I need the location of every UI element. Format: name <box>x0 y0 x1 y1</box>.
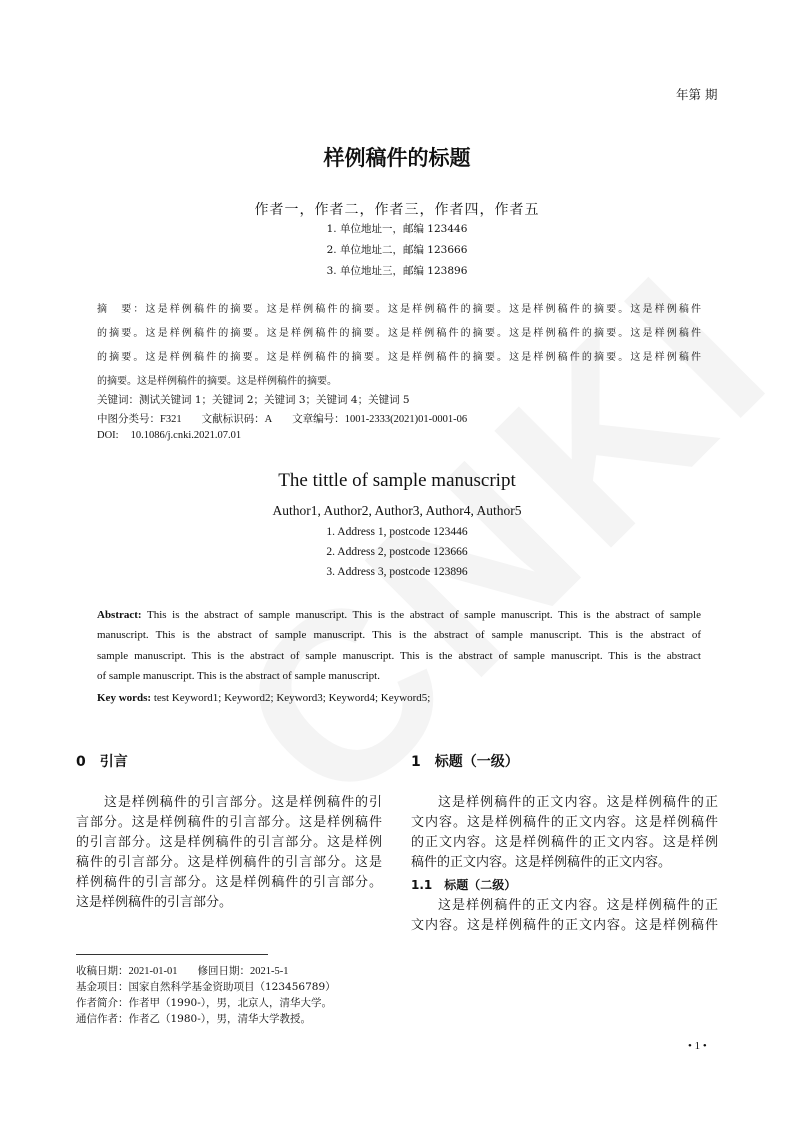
section-heading-intro: 0 引言 <box>76 754 128 770</box>
body-line: 言部分。这是样例稿件的引言部分。这是样例稿件 <box>76 815 382 830</box>
body-line: 这是样例稿件的引言部分。 <box>76 895 233 910</box>
english-affiliation: 2. Address 2, postcode 123666 <box>326 546 468 558</box>
english-keywords: Key words: test Keyword1; Keyword2; Keyword3; Keyword4; Keyword5; <box>97 692 431 704</box>
author-list: 作者一，作者二，作者三，作者四，作者五 <box>254 202 540 218</box>
affiliation: 3. 单位地址三，邮编 123896 <box>326 265 468 277</box>
abstract-label: 摘 要： <box>97 304 146 315</box>
body-line: 稿件的正文内容。这是样例稿件的正文内容。 <box>411 855 672 870</box>
subsection-heading-1-1: 1.1 标题（二级） <box>411 878 517 892</box>
body-line: 文内容。这是样例稿件的正文内容。这是样例稿件 <box>411 918 718 933</box>
issue-header: 年第 期 <box>676 87 718 102</box>
affiliation: 2. 单位地址二，邮编 123666 <box>326 244 468 256</box>
doi-line: DOI: 10.1086/j.cnki.2021.07.01 <box>97 430 242 441</box>
footnote-rule <box>76 954 268 955</box>
body-line: 的正文内容。这是样例稿件的正文内容。这是样例 <box>411 835 718 850</box>
english-abstract-line: sample manuscript. This is the abstract of sample manuscript. This is the abstract of sample manuscript. This is the abstract <box>97 650 701 662</box>
footnote-corresponding: 通信作者：作者乙（1980-），男，清华大学教授。 <box>76 1013 312 1025</box>
footnote-fund: 基金项目：国家自然科学基金资助项目（123456789） <box>76 981 336 993</box>
abstract-line: 的摘要。这是样例稿件的摘要。这是样例稿件的摘要。这是样例稿件的摘要。这是样例稿件的摘要。这是样例稿件 <box>97 352 701 363</box>
body-line: 稿件的引言部分。这是样例稿件的引言部分。这是 <box>76 855 382 870</box>
footnote-dates: 收稿日期：2021-01-01 修回日期：2021-5-1 <box>76 965 289 977</box>
english-title: The tittle of sample manuscript <box>278 470 516 491</box>
english-abstract-line: of sample manuscript. This is the abstract of sample manuscript. <box>97 670 380 682</box>
body-line: 的引言部分。这是样例稿件的引言部分。这是样例 <box>76 835 382 850</box>
english-abstract-label: Abstract: <box>97 609 142 621</box>
abstract-line: 的摘要。这是样例稿件的摘要。这是样例稿件的摘要。 <box>97 376 337 387</box>
english-affiliation: 1. Address 1, postcode 123446 <box>326 526 468 538</box>
body-line: 这是样例稿件的正文内容。这是样例稿件的正 <box>438 795 718 810</box>
english-author-list: Author1, Author2, Author3, Author4, Author5 <box>272 503 522 518</box>
english-abstract-line: manuscript. This is the abstract of sample manuscript. This is the abstract of sample manuscript. This is the abstract of <box>97 629 701 641</box>
body-line: 这是样例稿件的正文内容。这是样例稿件的正 <box>438 898 718 913</box>
english-abstract-line: Abstract: This is the abstract of sample manuscript. This is the abstract of sample manuscript. This is the abstract of sample <box>97 609 701 621</box>
body-line: 文内容。这是样例稿件的正文内容。这是样例稿件 <box>411 815 718 830</box>
section-heading-1: 1 标题（一级） <box>411 754 519 770</box>
affiliation: 1. 单位地址一，邮编 123446 <box>326 223 468 235</box>
abstract-line: 的摘要。这是样例稿件的摘要。这是样例稿件的摘要。这是样例稿件的摘要。这是样例稿件的摘要。这是样例稿件 <box>97 328 701 339</box>
page-number: • 1 • <box>688 1040 707 1052</box>
body-line: 这是样例稿件的引言部分。这是样例稿件的引 <box>104 795 382 810</box>
classification-line: 中图分类号：F321 文献标识码：A 文章编号：1001-2333(2021)01-0001-06 <box>97 413 468 425</box>
footnote-author-bio: 作者简介：作者甲（1990-），男，北京人，清华大学。 <box>76 997 333 1009</box>
page-title: 样例稿件的标题 <box>323 146 471 170</box>
english-affiliation: 3. Address 3, postcode 123896 <box>326 566 468 578</box>
abstract-line: 摘 要：这是样例稿件的摘要。这是样例稿件的摘要。这是样例稿件的摘要。这是样例稿件的摘要。这是样例稿件 <box>97 304 702 315</box>
keywords: 关键词：测试关键词 1；关键词 2；关键词 3；关键词 4；关键词 5 <box>97 394 410 406</box>
body-line: 样例稿件的引言部分。这是样例稿件的引言部分。 <box>76 875 382 890</box>
